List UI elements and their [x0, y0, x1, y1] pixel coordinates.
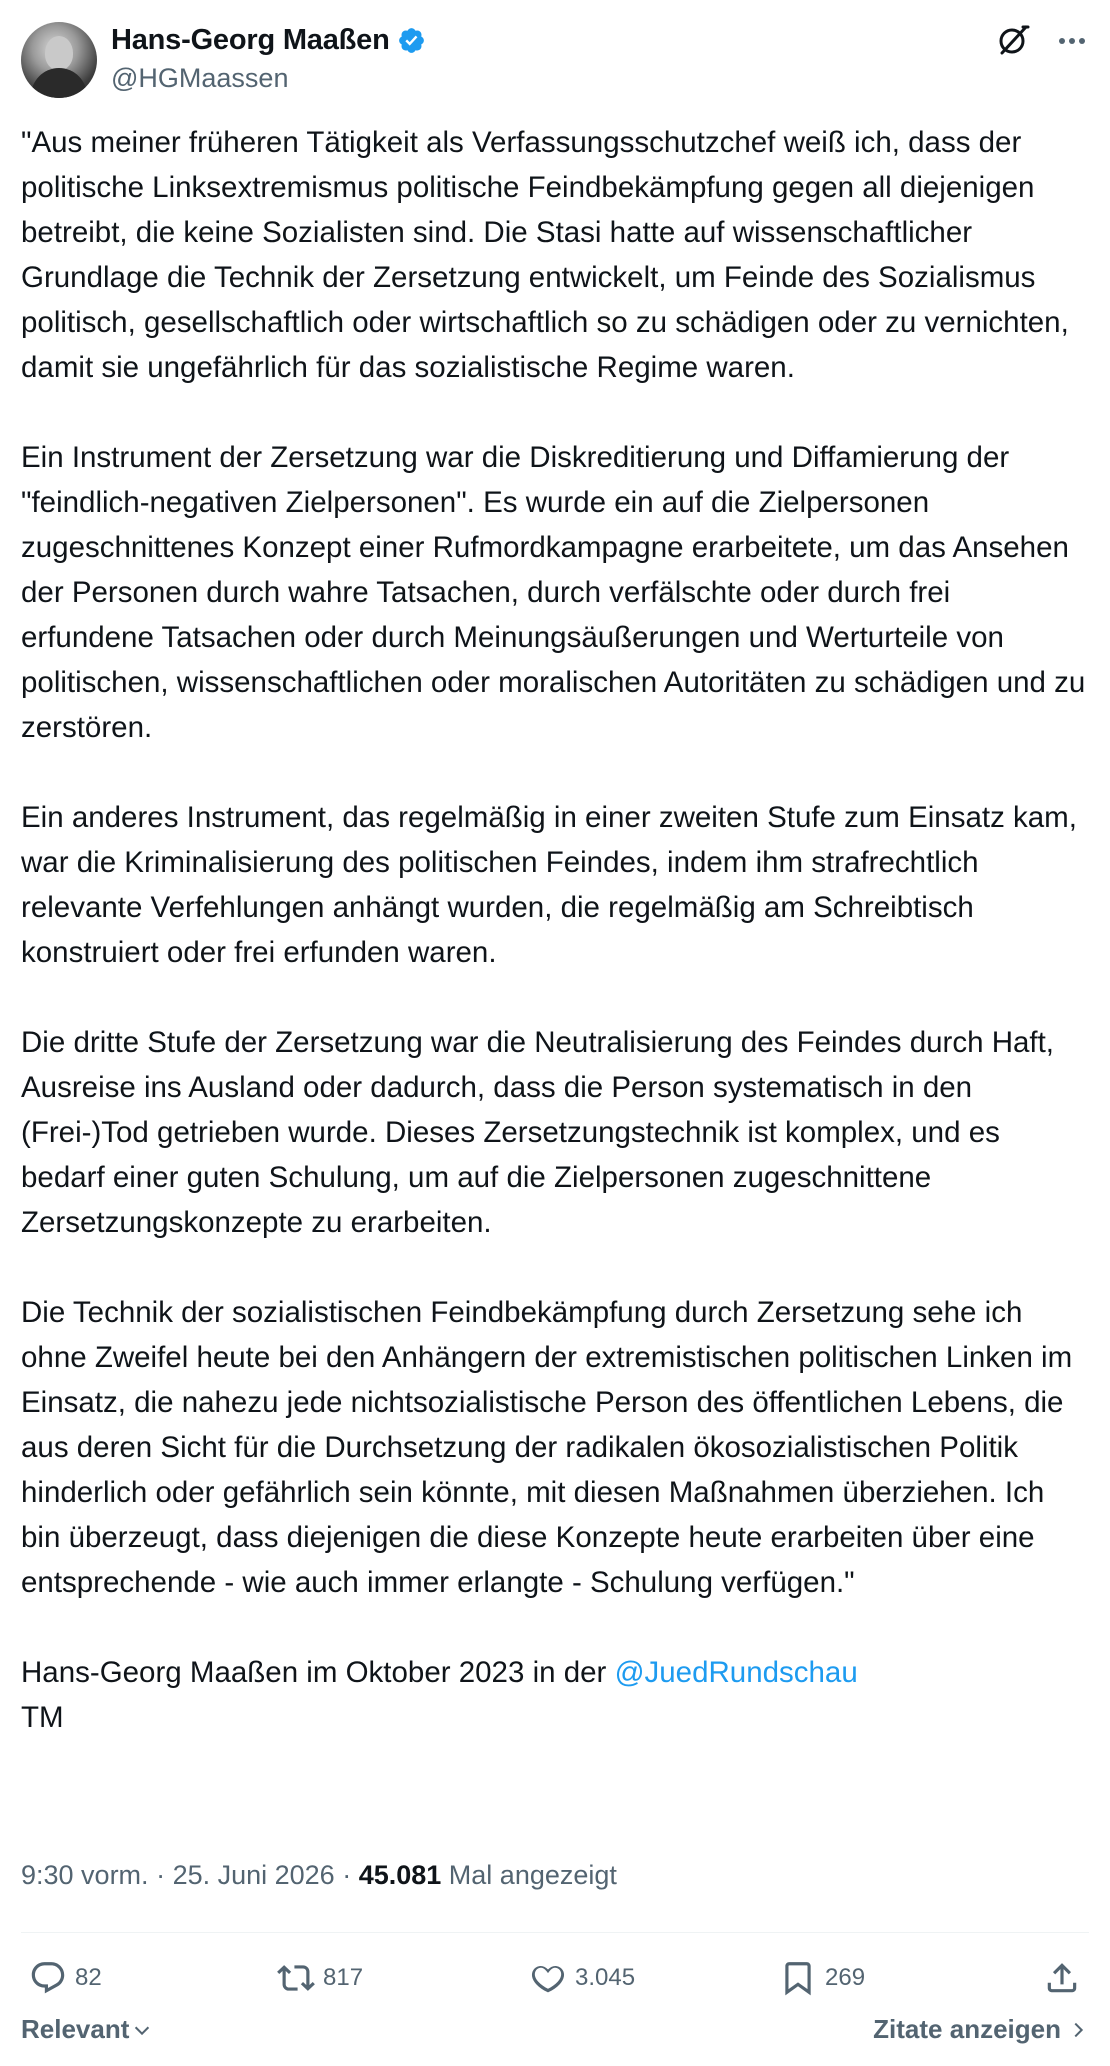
view-quotes-link[interactable]: [873, 2014, 1089, 2045]
tweet-paragraph-3: Ein anderes Instrument, das regelmäßig in einer zweiten Stufe zum Einsatz kam, war die Kriminalisierung des politischen Feindes, indem ihm strafrechtlich relevante Verfehlungen anhängt wurden, die regelmäßig am Schreibtisch konstruiert oder frei erfunden waren.: [21, 801, 1086, 969]
repost-button[interactable]: [277, 1950, 363, 2006]
share-icon: [1043, 1959, 1081, 1997]
repost-count: 817: [323, 1964, 364, 1991]
tweet-text: [21, 120, 1094, 1740]
avatar[interactable]: [21, 22, 97, 98]
bookmark-button[interactable]: [779, 1950, 865, 2006]
sort-dropdown[interactable]: [21, 2014, 153, 2045]
meta-separator: ·: [334, 1860, 359, 1890]
share-button[interactable]: [1043, 1950, 1089, 2006]
mention-link[interactable]: @JuedRundschau: [614, 1656, 858, 1689]
like-icon: [529, 1959, 567, 1997]
tweet-paragraph-5: Die Technik der sozialistischen Feindbekämpfung durch Zersetzung sehe ich ohne Zweifel heute bei den Anhängern der extremistischen politischen Linken im Einsatz, die nahezu jede nichtsozialistische Person des öffentlichen Lebens, die aus deren Sicht für die Durchsetzung der radikalen ökosozialistischen Politik hinderlich oder gefährlich sein könnte, mit diesen Maßnahmen überziehen. Ich bin überzeugt, dass diejenigen die diese Konzepte heute erarbeiten über eine entsprechende - wie auch immer erlangte - Schulung verfügen.": [21, 1296, 1081, 1599]
author-handle[interactable]: @HGMaassen: [111, 63, 289, 93]
reply-button[interactable]: [29, 1950, 102, 2006]
avatar-face: [45, 36, 73, 70]
tweet-paragraph-4: Die dritte Stufe der Zersetzung war die Neutralisierung des Feindes durch Haft, Ausreise ins Ausland oder dadurch, dass die Person systematisch in den (Frei-)Tod getrieben wurde. Dieses Zersetzungstechnik ist komplex, und es bedarf einer guten Schulung, um auf die Zielpersonen zugeschnittene Zersetzungskonzepte zu erarbeiten.: [21, 1026, 1061, 1239]
more-icon[interactable]: [1055, 24, 1089, 58]
chevron-down-icon: [131, 2019, 153, 2041]
author-display-name[interactable]: Hans-Georg Maaßen: [111, 24, 390, 56]
tweet-paragraph-2: Ein Instrument der Zersetzung war die Diskreditierung und Diffamierung der "feindlich-negativen Zielpersonen". Es wurde ein auf die Zielpersonen zugeschnittenes Konzept einer Rufmordkampagne erarbeitete, um das Ansehen der Personen durch wahre Tatsachen, durch verfälschte oder durch frei erfundene Tatsachen oder durch Meinungsäußerungen und Werturteile von politischen, wissenschaftlichen oder moralischen Autoritäten zu schädigen und zu zerstören.: [21, 441, 1094, 744]
divider: [21, 1932, 1089, 1933]
signature: TM: [21, 1701, 64, 1734]
meta-separator: ·: [148, 1860, 173, 1890]
verified-badge-icon: [397, 26, 426, 55]
tweet-meta: [21, 1860, 617, 1891]
tweet-paragraph-1: "Aus meiner früheren Tätigkeit als Verfassungsschutzchef weiß ich, dass der politische Linksextremismus politische Feindbekämpfung gegen all diejenigen betreibt, die keine Sozialisten sind. Die Stasi hatte auf wissenschaftlicher Grundlage die Technik der Zersetzung entwickelt, um Feinde des Sozialismus politisch, gesellschaftlich oder wirtschaftlich so zu schädigen oder zu vernichten, damit sie ungefährlich für das sozialistische Regime waren.: [21, 126, 1077, 384]
like-button[interactable]: [529, 1950, 635, 2006]
sort-label: Relevant: [21, 2014, 130, 2044]
reply-count: 82: [75, 1964, 102, 1991]
tweet-time[interactable]: 9:30 vorm.: [21, 1860, 149, 1890]
views-label: Mal angezeigt: [441, 1860, 617, 1890]
attribution-text: Hans-Georg Maaßen im Oktober 2023 in der: [21, 1656, 615, 1689]
reply-footer: [21, 2014, 1089, 2058]
grok-icon[interactable]: [995, 22, 1031, 58]
name-row: [111, 24, 426, 57]
like-count: 3.045: [575, 1964, 636, 1991]
action-bar: [21, 1950, 1089, 2006]
repost-icon: [277, 1959, 315, 1997]
tweet-date[interactable]: 25. Juni 2026: [172, 1860, 335, 1890]
quotes-label: Zitate anzeigen: [873, 2014, 1061, 2044]
bookmark-count: 269: [825, 1964, 866, 1991]
reply-icon: [29, 1959, 67, 1997]
chevron-right-icon: [1067, 2019, 1089, 2041]
avatar-body: [31, 68, 87, 98]
tweet-header: [21, 20, 1089, 100]
views-count[interactable]: 45.081: [358, 1860, 442, 1890]
bookmark-icon: [779, 1959, 817, 1997]
